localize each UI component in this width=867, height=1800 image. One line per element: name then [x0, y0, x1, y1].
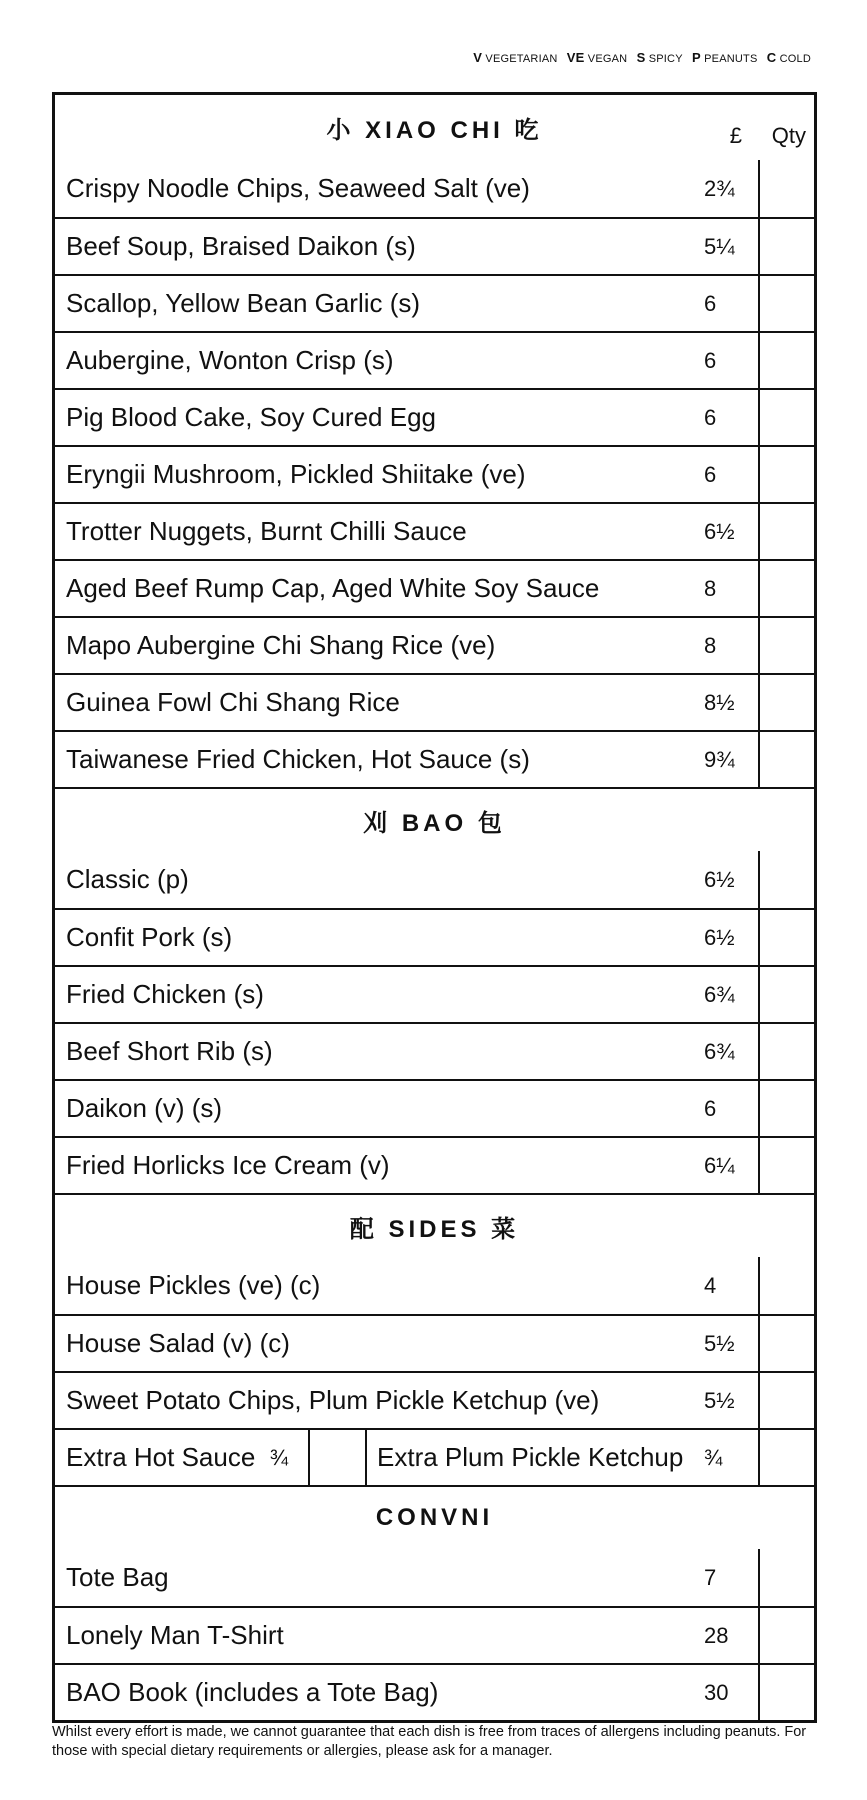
- extra-price: ¾: [269, 1444, 289, 1470]
- item-price: 30: [704, 1679, 729, 1705]
- item-price: 7: [704, 1564, 717, 1590]
- legend-code: C: [766, 50, 777, 65]
- menu-item-row: [55, 1022, 814, 1079]
- qty-box[interactable]: [758, 219, 814, 274]
- item-name: Eryngii Mushroom, Pickled Shiitake (ve): [66, 459, 526, 489]
- qty-box[interactable]: [758, 160, 814, 217]
- qty-box[interactable]: [758, 910, 814, 965]
- menu-item-row: [55, 908, 814, 965]
- item-price: 2¾: [704, 175, 735, 201]
- item-price: 5¼: [704, 233, 735, 259]
- item-price: 6: [704, 347, 717, 373]
- item-price: 6: [704, 1095, 717, 1121]
- item-price: 8: [704, 575, 717, 601]
- legend-code: V: [473, 50, 483, 65]
- item-name: Aged Beef Rump Cap, Aged White Soy Sauce: [66, 573, 600, 603]
- item-price: 6½: [704, 924, 735, 950]
- qty-box[interactable]: [758, 675, 814, 730]
- section-title: 配 SIDES 菜: [349, 1215, 520, 1243]
- qty-box[interactable]: [758, 447, 814, 502]
- item-name: Fried Chicken (s): [66, 979, 264, 1009]
- menu-item-row: [55, 673, 814, 730]
- section-header-sides: [55, 1193, 814, 1257]
- item-price: 6¾: [704, 1038, 735, 1064]
- menu-item-row: [55, 388, 814, 445]
- legend-word: PEANUTS: [704, 53, 758, 65]
- qty-box[interactable]: [758, 1608, 814, 1663]
- menu-item-row: [55, 559, 814, 616]
- legend-word: SPICY: [648, 53, 683, 65]
- menu-item-row: [55, 217, 814, 274]
- qty-box[interactable]: [758, 504, 814, 559]
- item-name: Sweet Potato Chips, Plum Pickle Ketchup (ve): [66, 1385, 600, 1415]
- item-price: 8: [704, 632, 717, 658]
- item-price: 6: [704, 461, 717, 487]
- qty-box[interactable]: [758, 1665, 814, 1720]
- qty-box[interactable]: [758, 618, 814, 673]
- qty-box[interactable]: [758, 732, 814, 787]
- section-header-bao: [55, 787, 814, 851]
- order-menu: [52, 92, 817, 1723]
- item-name: Tote Bag: [66, 1562, 169, 1592]
- item-price: 28: [704, 1622, 729, 1648]
- menu-item-row: [55, 851, 814, 908]
- menu-item-row: [55, 1371, 814, 1428]
- item-price: 6¼: [704, 1152, 735, 1178]
- menu-item-row: [55, 274, 814, 331]
- menu-item-row: [55, 1663, 814, 1720]
- qty-box[interactable]: [758, 1373, 814, 1428]
- qty-column-header: Qty: [771, 123, 806, 148]
- item-price: 6½: [704, 866, 735, 892]
- qty-box[interactable]: [758, 561, 814, 616]
- item-name: Aubergine, Wonton Crisp (s): [66, 345, 394, 375]
- menu-item-row: [55, 445, 814, 502]
- section-title: CONVNI: [375, 1504, 494, 1531]
- item-price: 6: [704, 290, 717, 316]
- item-name: Crispy Noodle Chips, Seaweed Salt (ve): [66, 173, 530, 203]
- section-title: 刈 BAO 包: [363, 809, 506, 837]
- item-price: 8½: [704, 689, 735, 715]
- qty-box[interactable]: [758, 1430, 814, 1485]
- menu-item-row: [55, 730, 814, 787]
- qty-box[interactable]: [758, 333, 814, 388]
- menu-item-row: [55, 1549, 814, 1606]
- menu-item-row: [55, 1136, 814, 1193]
- item-price: 9¾: [704, 746, 735, 772]
- qty-box[interactable]: [758, 967, 814, 1022]
- item-name: Beef Short Rib (s): [66, 1036, 273, 1066]
- legend-code: VE: [566, 50, 585, 65]
- legend-word: VEGETARIAN: [485, 53, 558, 65]
- item-name: Taiwanese Fried Chicken, Hot Sauce (s): [66, 744, 530, 774]
- qty-box[interactable]: [758, 1316, 814, 1371]
- item-name: House Pickles (ve) (c): [66, 1270, 321, 1300]
- item-name: Lonely Man T-Shirt: [66, 1620, 284, 1650]
- menu-item-row: [55, 1606, 814, 1663]
- item-price: 4: [704, 1272, 717, 1298]
- item-name: Pig Blood Cake, Soy Cured Egg: [66, 402, 436, 432]
- item-price: 6½: [704, 518, 735, 544]
- item-name: Guinea Fowl Chi Shang Rice: [66, 687, 400, 717]
- menu-item-row: [55, 502, 814, 559]
- section-header-convni: [55, 1485, 814, 1549]
- menu-item-row: [55, 331, 814, 388]
- menu-item-row: [55, 1314, 814, 1371]
- item-name: Classic (p): [66, 864, 189, 894]
- dietary-legend: [473, 50, 817, 65]
- item-name: House Salad (v) (c): [66, 1328, 290, 1358]
- item-name: Mapo Aubergine Chi Shang Rice (ve): [66, 630, 496, 660]
- item-price: 5½: [704, 1387, 735, 1413]
- qty-box[interactable]: [758, 390, 814, 445]
- extra-item: [55, 1430, 308, 1485]
- legend-code: S: [636, 50, 646, 65]
- legend-word: COLD: [779, 53, 811, 65]
- qty-box[interactable]: [758, 1024, 814, 1079]
- item-name: Daikon (v) (s): [66, 1093, 223, 1123]
- section-header-xiao-chi: [55, 95, 814, 160]
- item-name: BAO Book (includes a Tote Bag): [66, 1677, 439, 1707]
- extras-row: [55, 1428, 814, 1485]
- section-title: 小 XIAO CHI 吃: [326, 117, 543, 144]
- allergen-footnote: Whilst every effort is made, we cannot guarantee that each dish is free from traces of allergens including peanuts. For those with special dietary requirements or allergies, please ask for a manager.: [52, 1724, 807, 1759]
- item-price: 5½: [704, 1330, 735, 1356]
- menu-item-row: [55, 1257, 814, 1314]
- menu-item-row: [55, 160, 814, 217]
- qty-box[interactable]: [758, 851, 814, 908]
- menu-item-row: [55, 965, 814, 1022]
- legend-code: P: [692, 50, 701, 65]
- qty-box[interactable]: [758, 1257, 814, 1314]
- qty-box[interactable]: [758, 1138, 814, 1193]
- extra-item-name: Extra Plum Pickle Ketchup: [377, 1442, 684, 1472]
- qty-box[interactable]: [758, 1549, 814, 1606]
- item-name: Trotter Nuggets, Burnt Chilli Sauce: [66, 516, 467, 546]
- qty-box[interactable]: [758, 276, 814, 331]
- item-name: Beef Soup, Braised Daikon (s): [66, 231, 416, 261]
- item-name: Fried Horlicks Ice Cream (v): [66, 1150, 390, 1180]
- price-column-header: £: [729, 123, 742, 148]
- item-name: Scallop, Yellow Bean Garlic (s): [66, 288, 421, 318]
- qty-box[interactable]: [758, 1081, 814, 1136]
- item-price: 6¾: [704, 981, 735, 1007]
- legend-word: VEGAN: [587, 53, 628, 65]
- menu-item-row: [55, 1079, 814, 1136]
- extra-name: Extra Hot Sauce: [66, 1442, 256, 1472]
- extra-price: ¾: [704, 1444, 723, 1470]
- item-name: Confit Pork (s): [66, 922, 233, 952]
- menu-item-row: [55, 616, 814, 673]
- qty-box[interactable]: [308, 1430, 367, 1485]
- item-price: 6: [704, 404, 717, 430]
